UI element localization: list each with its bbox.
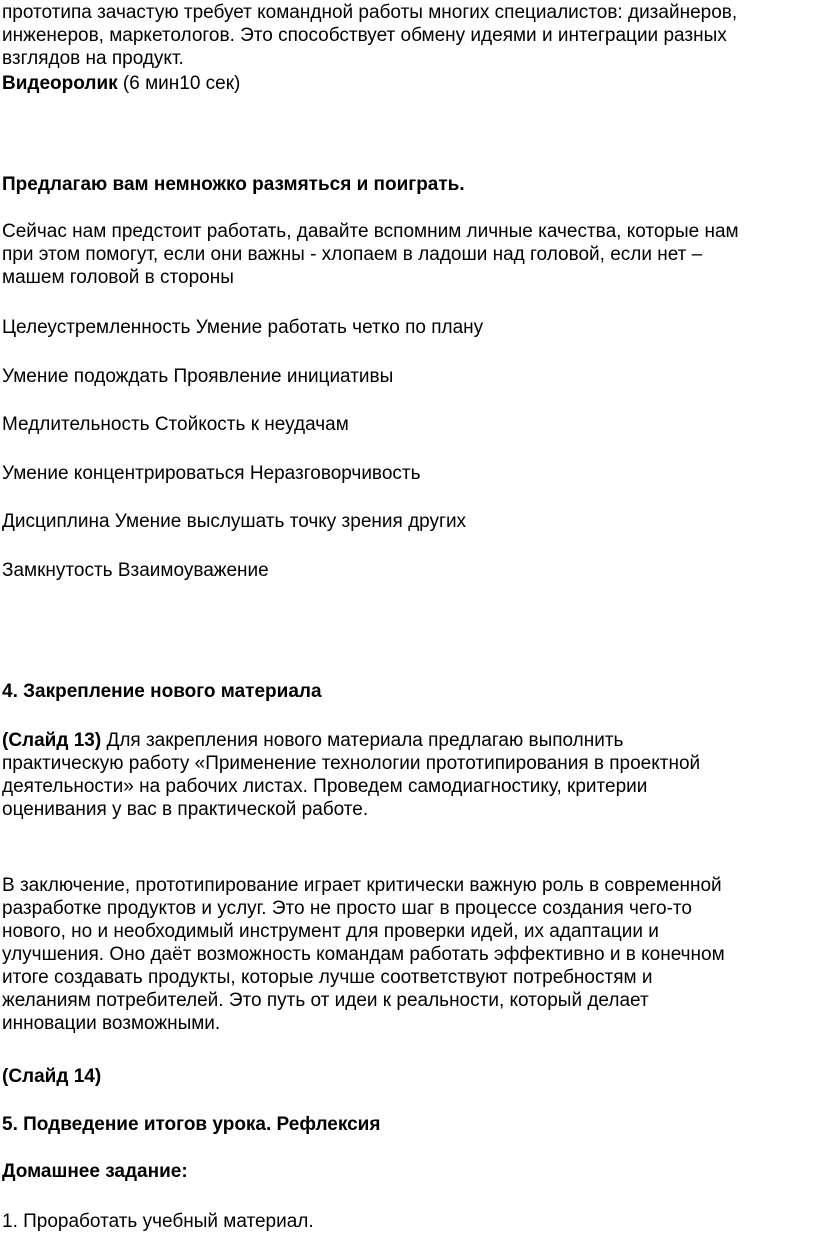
intro-line: инженеров, маркетологов. Это способствует обмену идеями и интеграции разных [2, 25, 727, 46]
conclusion-line: нового, но и необходимый инструмент для проверки идей, их адаптации и [2, 921, 659, 942]
quality-pair: Умение концентрироваться Неразговорчивость [2, 463, 421, 484]
conclusion-line: улучшения. Оно даёт возможность командам работать эффективно и в конечном [2, 944, 725, 965]
warmup-instruction-line: Сейчас нам предстоит работать, давайте вспомним личные качества, которые нам [2, 221, 739, 242]
video-line [2, 72, 240, 95]
warmup-instruction-line: при этом помогут, если они важны - хлопаем в ладоши над головой, если нет – [2, 244, 703, 265]
section4-line [2, 729, 623, 752]
conclusion-line: разработке продуктов и услуг. Это не просто шаг в процессе создания чего-то [2, 898, 692, 919]
conclusion-line: В заключение, прототипирование играет критически важную роль в современной [2, 875, 722, 896]
video-duration: (6 мин10 сек) [117, 73, 241, 94]
warmup-heading: Предлагаю вам немножко размяться и поиграть. [2, 174, 465, 195]
conclusion-line: желаниям потребителей. Это путь от идеи к реальности, который делает [2, 990, 649, 1011]
slide13-label: (Слайд 13) [2, 730, 102, 751]
quality-pair: Замкнутость Взаимоуважение [2, 560, 269, 581]
section4-heading: 4. Закрепление нового материала [2, 681, 322, 702]
video-label: Видеоролик [2, 73, 118, 94]
quality-pair: Целеустремленность Умение работать четко по плану [2, 317, 484, 338]
conclusion-line: инновации возможными. [2, 1013, 221, 1034]
section4-line: деятельности» на рабочих листах. Проведем самодиагностику, критерии [2, 776, 648, 797]
section4-line: оценивания у вас в практической работе. [2, 799, 369, 820]
intro-line: прототипа зачастую требует командной работы многих специалистов: дизайнеров, [2, 2, 738, 23]
slide14-label: (Слайд 14) [2, 1066, 102, 1087]
quality-pair: Медлительность Стойкость к неудачам [2, 414, 349, 435]
quality-pair: Дисциплина Умение выслушать точку зрения других [2, 511, 467, 532]
intro-line: взглядов на продукт. [2, 48, 184, 69]
section4-text: Для закрепления нового материала предлагаю выполнить [101, 730, 624, 751]
warmup-instruction-line: машем головой в стороны [2, 267, 234, 288]
section5-heading: 5. Подведение итогов урока. Рефлексия [2, 1114, 381, 1135]
quality-pair: Умение подождать Проявление инициативы [2, 366, 394, 387]
conclusion-line: итоге создавать продукты, которые лучше соответствуют потребностям и [2, 967, 653, 988]
homework-heading: Домашнее задание: [2, 1161, 188, 1182]
homework-item: 1. Проработать учебный материал. [2, 1211, 314, 1232]
section4-line: практическую работу «Применение технологии прототипирования в проектной [2, 753, 701, 774]
